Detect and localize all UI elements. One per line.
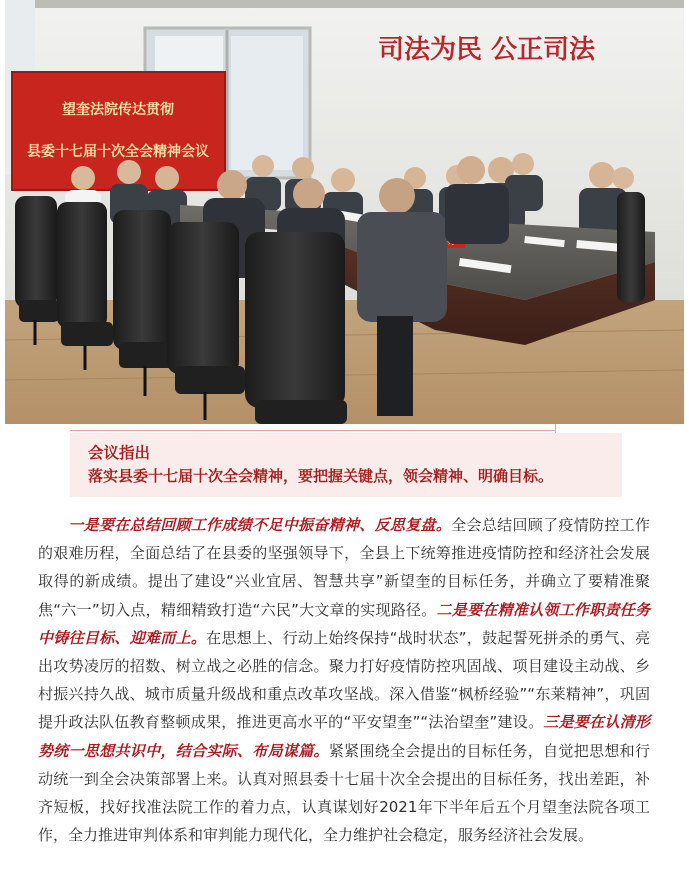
callout-subtitle: 落实县委十七届十次全会精神，要把握关键点，领会精神、明确目标。 — [88, 467, 554, 485]
point-two-lead: 二是要在精准认领工作职责任务中铸往目标、迎难而上。 — [38, 600, 650, 647]
banner-line1: 望奎法院传达贯彻 — [62, 102, 174, 118]
point-one-text: 全会总结回顾了疫情防控工作的艰难历程，全面总结了在县委的坚强领导下，全县上下统筹推进疫情防控和经济社会发展取得的新成绩。提出了建设“兴业宜居、智慧共享”新望奎的目标任务，并确立了要精准聚焦“六一”切入点，精细精致打造“六民”大文章的实现路径。 — [38, 516, 650, 619]
callout-top-rule — [70, 430, 556, 431]
point-three-lead: 三是要在认清形势统一思想共识中，结合实际、布局谋篇。 — [38, 713, 650, 760]
point-one-lead: 一是要在总结回顾工作成绩不足中振奋精神、反思复盘。 — [68, 516, 452, 534]
point-two-text: 在思想上、行动上始终保持“战时状态”，鼓起誓死拼杀的勇气、亮出攻势凌厉的招数、树立战之必胜的信念。聚力打好疫情防控巩固战、项目建设主动战、乡村振兴持久战、城市质量升级战和重点改革攻坚战。深入借鉴“枫桥经验”“东莱精神”，巩固提升政法队伍教育整顿成果，推进更高水平的“平安望奎”“法治望奎”建设。 — [38, 628, 650, 732]
callout-title: 会议指出 — [88, 444, 151, 462]
article-paragraph — [38, 511, 650, 849]
article-body — [38, 511, 650, 849]
wall-slogan: 司法为民 公正司法 — [378, 35, 596, 65]
point-three-text: 紧紧围绕全会提出的目标任务，自觉把思想和行动统一到全会决策部署上来。认真对照县委十七届十次全会提出的目标任务，找出差距，补齐短板，找好找准法院工作的着力点，认真谋划好2021年下半年后五个月望奎法院各项工作，全力推进审判体系和审判能力现代化，全力维护社会稳定，服务经济社会发展。 — [38, 741, 650, 845]
meeting-photo — [5, 0, 684, 424]
callout-box — [70, 433, 622, 497]
banner-line2: 县委十七届十次全会精神会议 — [27, 144, 209, 160]
